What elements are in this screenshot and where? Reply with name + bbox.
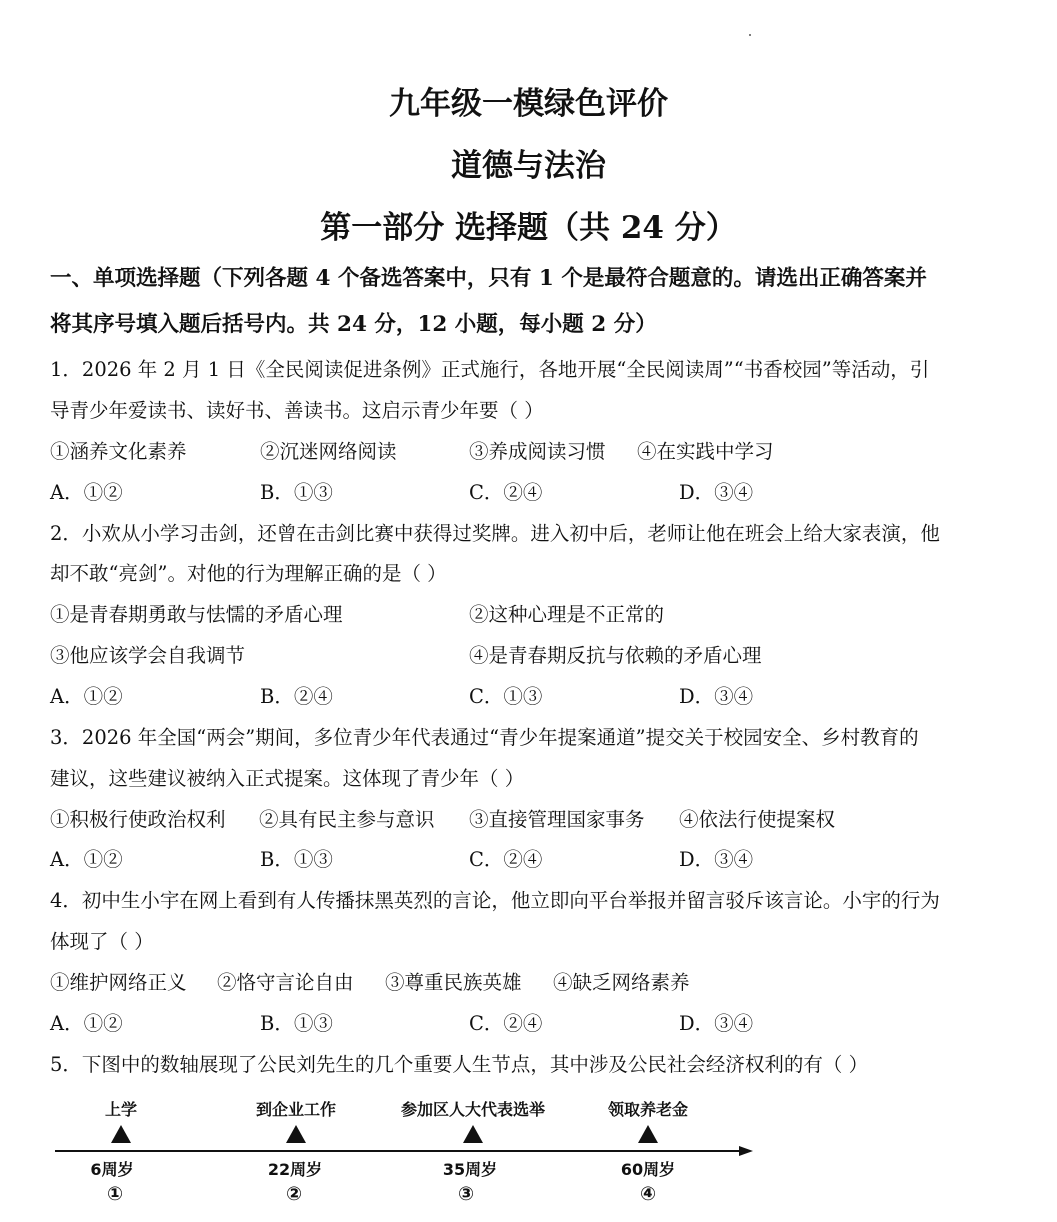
section-instruction-line1: 一、单项选择题（下列各题 4 个备选答案中，只有 1 个是最符合题意的。请选出正确答案并 [50,266,927,291]
q4-answer-d: D．③④ [679,1012,754,1035]
q4-option-1: ①维护网络正义 [50,971,187,994]
exam-title: 九年级一模绿色评价 [389,86,668,122]
q3-stem-line2: 建议，这些建议被纳入正式提案。这体现了青少年（ ） [50,767,525,790]
q2-option-2: ②这种心理是不正常的 [469,603,665,626]
speck-mark [749,34,751,36]
q1-option-2: ②沉迷网络阅读 [260,440,397,463]
timeline-label-3: 参加区人大代表选举 [400,1100,546,1119]
q2-option-3: ③他应该学会自我调节 [50,644,246,667]
q2-answer-a: A．①② [50,685,123,708]
q1-option-4: ④在实践中学习 [637,440,774,463]
life-timeline-figure [55,1095,755,1220]
q1-stem-line1: 1．2026 年 2 月 1 日《全民阅读促进条例》正式施行，各地开展“全民阅读周”“书香校园”等活动，引 [50,358,930,381]
q1-answer-a: A．①② [50,481,123,504]
q2-stem-line2: 却不敢“亮剑”。对他的行为理解正确的是（ ） [50,562,447,585]
q4-option-2: ②恪守言论自由 [217,971,354,994]
timeline-node-number-3: ③ [457,1183,475,1205]
q1-option-3: ③养成阅读习惯 [469,440,606,463]
subject-title: 道德与法治 [451,148,606,184]
q3-option-3: ③直接管理国家事务 [469,808,645,831]
q4-answer-a: A．①② [50,1012,123,1035]
q2-option-4: ④是青春期反抗与依赖的矛盾心理 [469,644,762,667]
timeline-label-1: 上学 [104,1100,138,1119]
timeline-node-number-1: ① [106,1183,124,1205]
q4-option-3: ③尊重民族英雄 [385,971,522,994]
q4-stem-line1: 4．初中生小宇在网上看到有人传播抹黑英烈的言论，他立即向平台举报并留言驳斥该言论。小宇的行为 [50,889,940,912]
q4-stem-line2: 体现了（ ） [50,930,154,953]
timeline-age-2: 22周岁 [267,1160,323,1179]
q3-option-2: ②具有民主参与意识 [259,808,435,831]
q2-answer-c: C．①③ [469,685,543,708]
q1-answer-d: D．③④ [679,481,754,504]
timeline-label-2: 到企业工作 [255,1100,337,1119]
timeline-node-number-2: ② [285,1183,303,1205]
triangle-marker-icon [463,1125,483,1143]
triangle-marker-icon [638,1125,658,1143]
axis-arrow-icon [739,1144,753,1158]
q1-option-1: ①涵养文化素养 [50,440,187,463]
timeline-node-number-4: ④ [639,1183,657,1205]
q1-answer-b: B．①③ [260,481,333,504]
triangle-marker-icon [111,1125,131,1143]
q3-option-4: ④依法行使提案权 [679,808,836,831]
q3-stem-line1: 3．2026 年全国“两会”期间，多位青少年代表通过“青少年提案通道”提交关于校园安全、乡村教育的 [50,726,919,749]
q3-answer-c: C．②④ [469,848,543,871]
q1-answer-c: C．②④ [469,481,543,504]
section-instruction-line2: 将其序号填入题后括号内。共 24 分，12 小题，每小题 2 分） [50,312,657,337]
q4-option-4: ④缺乏网络素养 [553,971,690,994]
q1-stem-line2: 导青少年爱读书、读好书、善读书。这启示青少年要（ ） [50,399,544,422]
q4-answer-b: B．①③ [260,1012,333,1035]
q2-option-1: ①是青春期勇敢与怯懦的矛盾心理 [50,603,343,626]
part-title: 第一部分 选择题（共 24 分） [320,210,737,246]
q3-option-1: ①积极行使政治权利 [50,808,226,831]
timeline-age-1: 6周岁 [90,1160,134,1179]
timeline-axis [55,1150,745,1152]
q2-stem-line1: 2．小欢从小学习击剑，还曾在击剑比赛中获得过奖牌。进入初中后，老师让他在班会上给大家表演，他 [50,522,940,545]
q3-answer-a: A．①② [50,848,123,871]
q2-answer-d: D．③④ [679,685,754,708]
q2-answer-b: B．②④ [260,685,333,708]
timeline-age-4: 60周岁 [620,1160,676,1179]
q4-answer-c: C．②④ [469,1012,543,1035]
q5-stem-line1: 5．下图中的数轴展现了公民刘先生的几个重要人生节点，其中涉及公民社会经济权利的有（ ） [50,1053,869,1076]
timeline-label-4: 领取养老金 [607,1100,689,1119]
q3-answer-d: D．③④ [679,848,754,871]
q3-answer-b: B．①③ [260,848,333,871]
triangle-marker-icon [286,1125,306,1143]
timeline-age-3: 35周岁 [442,1160,498,1179]
